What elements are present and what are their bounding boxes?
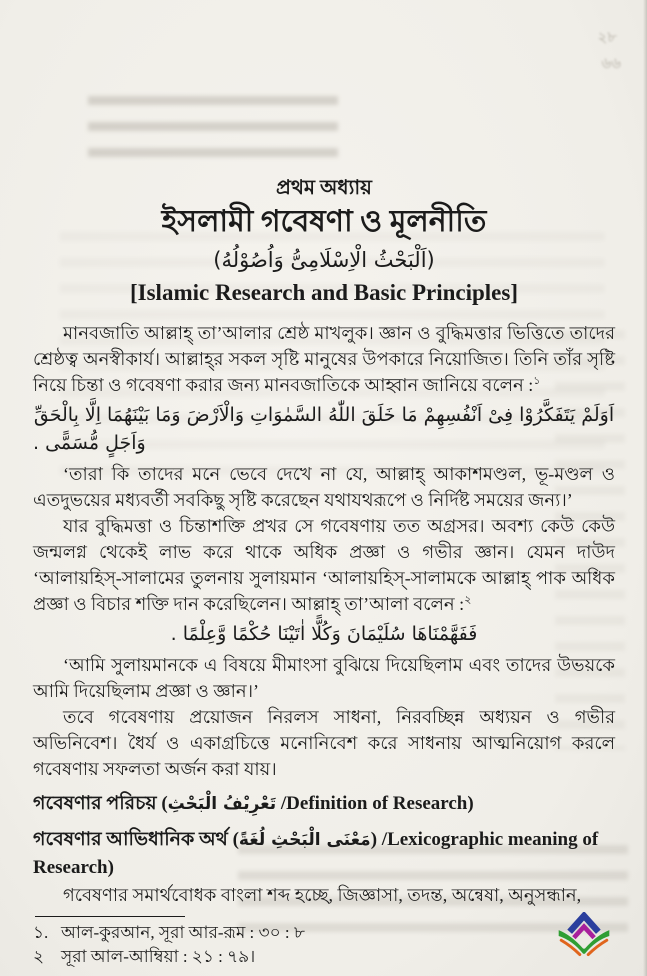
footnotes [33,921,615,969]
heading-bengali: গবেষণার আভিধানিক অর্থ ( [33,829,239,850]
page-edge-shadow [643,0,647,976]
paragraph-conclusion: তবে গবেষণায় প্রয়োজন নিরলস সাধনা, নিরবচ্ছিন্ন অধ্যয়ন ও গভীর অভিনিবেশ। ধৈর্য ও একাগ্রচিত্তে মনোনিবেশ করে সাধনায় আত্মনিয়োগ করলে গবেষণায় সফলতা অর্জন করা যায়। [33,707,615,779]
quran-verse-arabic [33,401,615,457]
quran-verse-arabic-2: فَفَهَّمْنَاهَا سُلَيْمَانَ وَكُلًّا اٰتَيْنَا حُكْمًا وَّعِلْمًا . [170,623,478,645]
heading-arabic: تَعْرِيْفُ الْبَحْثِ [167,794,277,814]
ghost-page-number: ৬৬ [601,56,621,72]
footnote-item [33,945,615,969]
paragraph-synonyms: গবেষণার সমার্থবোধক বাংলা শব্দ হচ্ছে, জিজ্ঞাসা, তদন্ত, অন্বেষা, অনুসন্ধান, [63,885,582,905]
footnote-ref-2: ২ [464,594,472,606]
footnote-text: সূরা আল-আম্বিয়া : ২১ : ৭৯। [61,947,256,966]
publisher-book-logo-icon [557,912,611,960]
section-heading-definition [33,790,615,818]
ghost-page-number: ২৮ [597,30,617,46]
heading-english: /Definition of Research) [276,793,474,814]
page-content [33,176,615,969]
footnote-number: ২ [33,947,45,966]
footnote-text: আল-কুরআন, সূরা আর-রূম : ৩০ : ৮ [61,923,305,942]
footnote-ref-1: ১ [533,375,541,387]
section-heading-lexicographic [33,826,615,882]
footnote-number: ১. [33,923,49,942]
heading-bengali: গবেষণার পরিচয় ( [33,793,168,814]
paragraph-intro-text: মানবজাতি আল্লাহ্ তা’আলার শ্রেষ্ঠ মাখলুক। জ্ঞান ও বুদ্ধিমত্তার ভিত্তিতে তাদের শ্রেষ্ঠত্ব অনস্বীকার্য। আল্লাহ্‌র সকল সৃষ্টি মানুষের উপকারে নিয়োজিত। তিনি তাঁর সৃষ্টি নিয়ে চিন্তা ও গবেষণা করার জন্য মানবজাতিকে আহ্বান জানিয়ে বলেন : [33,323,615,395]
bleed-through-ghosting [88,96,338,168]
page-title-bengali: ইসলামী গবেষণা ও মূলনীতি [161,205,487,238]
verse-translation: ‘তারা কি তাদের মনে ভেবে দেখে না যে, আল্লাহ্ আকাশমণ্ডল, ভূ-মণ্ডল ও এতদুভয়ের মধ্যবর্তী সবকিছু সৃষ্টি করেছেন যথাযথরূপে ও নির্দিষ্ট সময়ের জন্য।’ [33,464,615,510]
quran-verse-line1: اَوَلَمْ يَتَفَكَّرُوْا فِىْ اَنْفُسِهِمْ مَا خَلَقَ اللّٰهُ السَّمٰوَاتِ وَالْاَرْضَ وَمَا بَيْنَهُمَا اِلَّا بِالْحَقِّ [33,404,615,426]
footnote-divider [35,916,185,917]
quran-verse-line2: وَاَجَلٍ مُّسَمًّى . [33,432,146,454]
page-title-english: [Islamic Research and Basic Principles] [130,280,518,305]
heading-english: ) /Lexicographic meaning of Research) [33,829,599,878]
paragraph-wisdom [33,513,615,617]
footnote-item [33,921,615,945]
paragraph-wisdom-text: যার বুদ্ধিমত্তা ও চিন্তাশক্তি প্রখর সে গবেষণায় তত অগ্রসর। অবশ্য কেউ কেউ জন্মলগ্ন থেকেই লাভ করে থাকে অধিক প্রজ্ঞা ও গভীর জ্ঞান। যেমন দাউদ ‘আলায়হিস্‌-সালামের তুলনায় সুলায়মান ‘আলায়হিস্‌-সালামকে আল্লাহ্ পাক অধিক প্রজ্ঞা ও বিচার শক্তি দান করেছিলেন। আল্লাহ্ তা’আলা বলেন : [33,516,615,614]
heading-arabic: مَعْنَى الْبَحْثِ لُغَةً [238,830,371,850]
paragraph-intro [33,320,615,398]
page-title-arabic: (اَلْبَحْثُ الْاِسْلَامِىُّ وَاُصُوْلُهُ) [213,248,435,272]
verse-translation-2: ‘আমি সুলায়মানকে এ বিষয়ে মীমাংসা বুঝিয়ে দিয়েছিলাম এবং তাদের উভয়কে আমি দিয়েছিলাম প্রজ্ঞা ও জ্ঞান।’ [33,655,615,701]
chapter-label: প্রথম অধ্যায় [276,177,372,199]
